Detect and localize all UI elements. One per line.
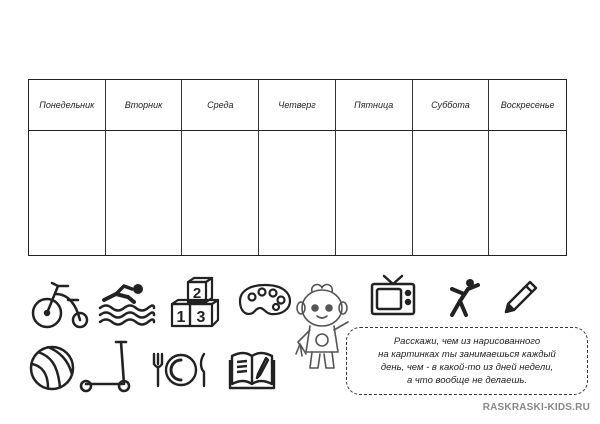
day-cell-saturday (413, 131, 490, 255)
tv-icon (370, 274, 416, 316)
day-header-saturday: Суббота (413, 80, 490, 131)
swimming-icon (98, 282, 156, 326)
day-header-thursday: Четверг (259, 80, 336, 131)
day-cell-sunday (489, 131, 566, 255)
day-cell-tuesday (106, 131, 183, 255)
tricycle-icon (30, 278, 92, 330)
book-icon (228, 348, 276, 390)
day-header-wednesday: Среда (182, 80, 259, 131)
day-cell-monday (29, 131, 106, 255)
svg-text:2: 2 (192, 285, 202, 302)
plate-cutlery-icon (150, 350, 212, 390)
instruction-bubble (346, 327, 588, 395)
pencil-icon (502, 276, 542, 316)
day-cell-wednesday (182, 131, 259, 255)
ball-icon (28, 344, 76, 392)
toy-blocks-icon (170, 276, 226, 330)
day-header-friday: Пятница (336, 80, 413, 131)
site-watermark: RASKRASKI-KIDS.RU (482, 402, 590, 413)
day-header-monday: Понедельник (29, 80, 106, 131)
day-header-tuesday: Вторник (106, 80, 183, 131)
exercise-icon (444, 277, 484, 319)
day-cell-friday (336, 131, 413, 255)
day-cell-thursday (259, 131, 336, 255)
scooter-icon (78, 338, 132, 394)
instruction-text: Расскажи, чем из нарисованного на картинках ты занимаешься каждый день, чем - в какой-то из дней недели, а что вообще не делаешь. (378, 336, 556, 386)
paint-palette-icon (238, 283, 292, 319)
svg-text:3: 3 (196, 309, 206, 326)
svg-text:1: 1 (176, 309, 186, 326)
day-header-sunday: Воскресенье (489, 80, 566, 131)
weekly-schedule-table (28, 79, 567, 256)
